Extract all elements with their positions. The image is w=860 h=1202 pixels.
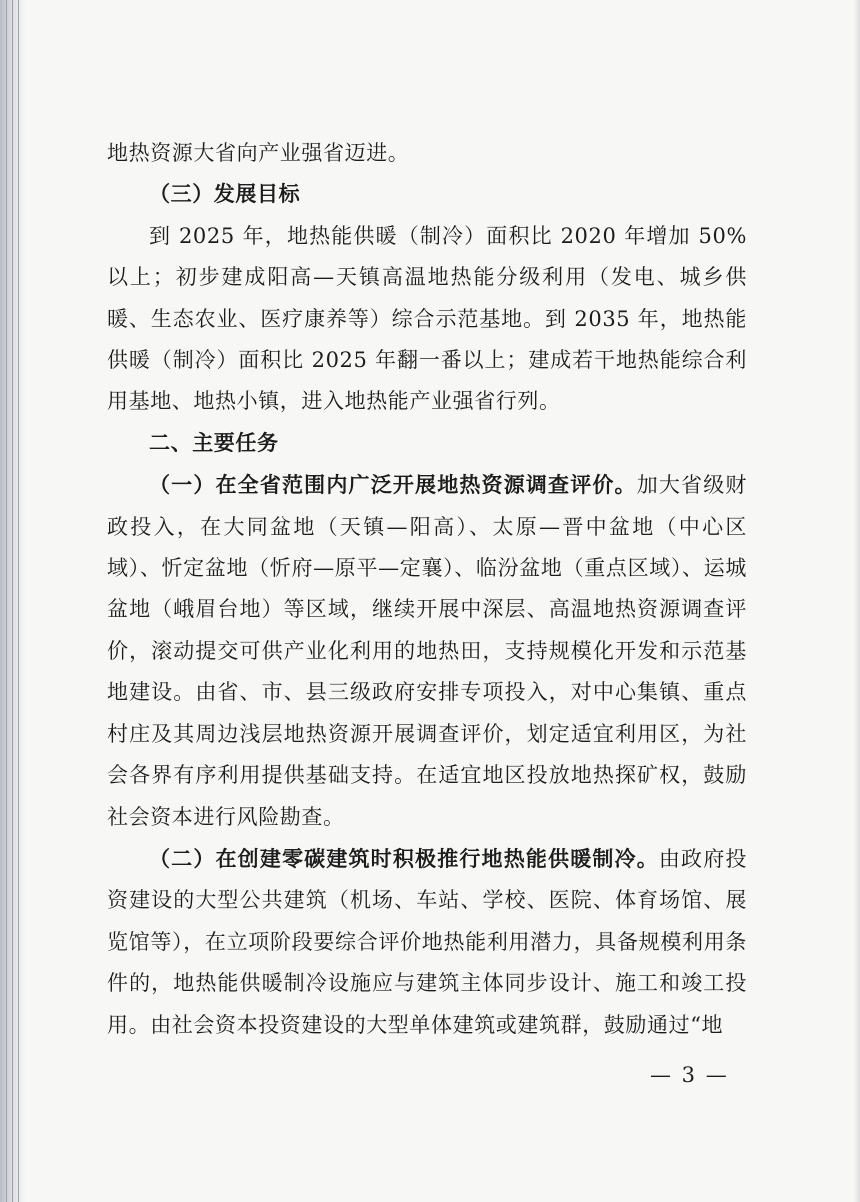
scan-binding-edge — [0, 0, 26, 1202]
task-lead: （二）在创建零碳建筑时积极推行地热能供暖制冷。 — [149, 845, 659, 871]
binding-line — [12, 0, 13, 1202]
paragraph-text: 由政府投资建设的大型公共建筑（机场、车站、学校、医院、体育场馆、展览馆等），在立项阶段要综合评价地热能利用潜力，具备规模利用条件的，地热能供暖制冷设施应与建筑主体同步设计、施工和竣工投用。由社会资本投资建设的大型单体建筑或建筑群，鼓励通过“地 — [107, 846, 747, 1037]
paragraph-text: 地热资源大省向产业强省迈进。 — [107, 141, 410, 165]
section-subheading — [107, 174, 747, 215]
page-number: — 3 — — [650, 1063, 729, 1087]
paragraph-text: 加大省级财政投入，在大同盆地（天镇—阳高）、太原—晋中盆地（中心区域）、忻定盆地（忻府—原平—定襄）、临汾盆地（重点区域）、运城盆地（峨眉台地）等区域，继续开展中深层、高温地热资源调查评价，滚动提交可供产业化利用的地热田，支持规模化开发和示范基地建设。由省、市、县三级政府安排专项投入，对中心集镇、重点村庄及其周边浅层地热资源开展调查评价，划定适宜利用区，为社会各界有序利用提供基础支持。在适宜地区投放地热探矿权，鼓励社会资本进行风险勘查。 — [107, 473, 747, 829]
paragraph-continuation — [107, 133, 747, 174]
document-page — [107, 133, 747, 1046]
paragraph-development-goals — [107, 216, 747, 423]
task-lead: （一）在全省范围内广泛开展地热资源调查评价。 — [149, 472, 637, 498]
scan-right-edge — [854, 0, 860, 1202]
section-heading — [107, 423, 747, 464]
heading-text: 二、主要任务 — [149, 430, 279, 455]
binding-line — [6, 0, 7, 1202]
subheading-text: （三）发展目标 — [149, 182, 301, 207]
paragraph-text: 到 2025 年，地热能供暖（制冷）面积比 2020 年增加 50%以上；初步建成阳高—天镇高温地热能分级利用（发电、城乡供暖、生态农业、医疗康养等）综合示范基地。到 2035 年，地热能供暖（制冷）面积比 2025 年翻一番以上；建成若干地热能综合利用基地、地热小镇，进入地热能产业强省行列。 — [107, 223, 747, 414]
binding-line — [18, 0, 19, 1202]
paragraph-task-1 — [107, 464, 747, 838]
paragraph-task-2 — [107, 838, 747, 1046]
